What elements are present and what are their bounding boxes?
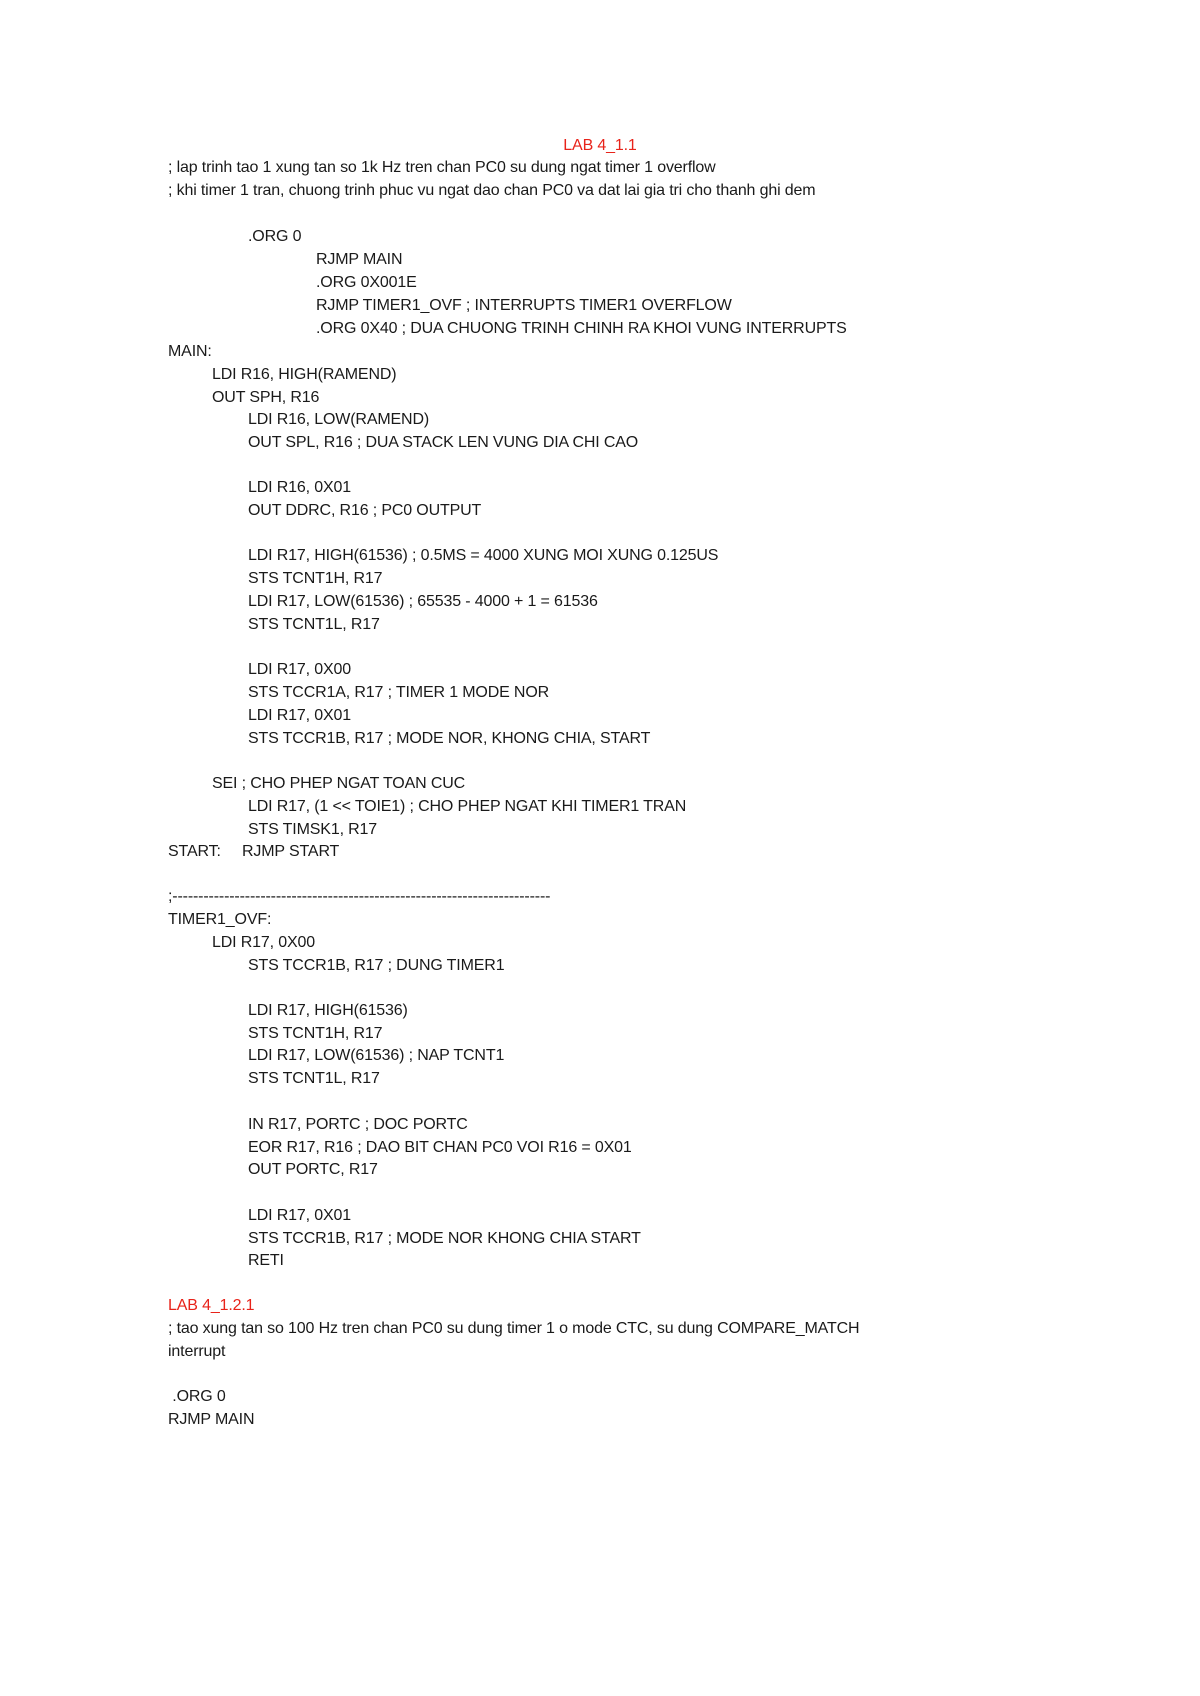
comment-line: ; tao xung tan so 100 Hz tren chan PC0 su dung timer 1 o mode CTC, su dung COMPARE_MATCH xyxy=(168,1320,860,1337)
code-line: LDI R17, HIGH(61536) xyxy=(248,1002,408,1019)
code-line: OUT SPH, R16 xyxy=(212,389,320,406)
code-line: LDI R16, HIGH(RAMEND) xyxy=(212,366,397,383)
code-line: .ORG 0X40 ; DUA CHUONG TRINH CHINH RA KHOI VUNG INTERRUPTS xyxy=(316,320,847,337)
code-line: .ORG 0 xyxy=(248,228,302,245)
code-line: STS TCNT1L, R17 xyxy=(248,1070,380,1087)
code-line: OUT PORTC, R17 xyxy=(248,1161,378,1178)
lab-heading-1: LAB 4_1.1 xyxy=(563,137,637,154)
code-line: STS TCCR1B, R17 ; MODE NOR KHONG CHIA START xyxy=(248,1230,641,1247)
code-line: LDI R17, LOW(61536) ; NAP TCNT1 xyxy=(248,1047,505,1064)
code-line: EOR R17, R16 ; DAO BIT CHAN PC0 VOI R16 = 0X01 xyxy=(248,1139,632,1156)
code-line: LDI R16, LOW(RAMEND) xyxy=(248,411,430,428)
code-line: RJMP MAIN xyxy=(316,251,403,268)
code-line: LDI R16, 0X01 xyxy=(248,479,352,496)
code-line: RETI xyxy=(248,1252,284,1269)
lab-heading-2: LAB 4_1.2.1 xyxy=(168,1297,255,1314)
code-label: MAIN: xyxy=(168,343,212,360)
code-label: START: xyxy=(168,843,221,860)
code-line: STS TCCR1B, R17 ; MODE NOR, KHONG CHIA, START xyxy=(248,730,651,747)
code-line: STS TIMSK1, R17 xyxy=(248,821,378,838)
code-line: .ORG 0 xyxy=(168,1388,226,1405)
code-line: OUT SPL, R16 ; DUA STACK LEN VUNG DIA CHI CAO xyxy=(248,434,639,451)
code-line: RJMP START xyxy=(242,843,340,860)
code-line: .ORG 0X001E xyxy=(316,274,417,291)
code-line: RJMP MAIN xyxy=(168,1411,255,1428)
code-line: IN R17, PORTC ; DOC PORTC xyxy=(248,1116,468,1133)
code-label: TIMER1_OVF: xyxy=(168,911,272,928)
code-line: OUT DDRC, R16 ; PC0 OUTPUT xyxy=(248,502,482,519)
code-line: LDI R17, 0X01 xyxy=(248,707,352,724)
comment-line: ; khi timer 1 tran, chuong trinh phuc vu ngat dao chan PC0 va dat lai gia tri cho thanh ghi dem xyxy=(168,182,816,199)
code-line: LDI R17, LOW(61536) ; 65535 - 4000 + 1 = 61536 xyxy=(248,593,598,610)
comment-line: interrupt xyxy=(168,1343,226,1360)
code-line: SEI ; CHO PHEP NGAT TOAN CUC xyxy=(212,775,466,792)
code-line: STS TCCR1B, R17 ; DUNG TIMER1 xyxy=(248,957,505,974)
code-line: STS TCCR1A, R17 ; TIMER 1 MODE NOR xyxy=(248,684,550,701)
code-line: STS TCNT1H, R17 xyxy=(248,570,383,587)
code-line: LDI R17, 0X01 xyxy=(248,1207,352,1224)
code-line: RJMP TIMER1_OVF ; INTERRUPTS TIMER1 OVERFLOW xyxy=(316,297,732,314)
code-line: STS TCNT1L, R17 xyxy=(248,616,380,633)
code-line: LDI R17, 0X00 xyxy=(248,661,352,678)
comment-line: ; lap trinh tao 1 xung tan so 1k Hz tren chan PC0 su dung ngat timer 1 overflow xyxy=(168,159,716,176)
separator-comment: ;------------------------------------------------------------------------- xyxy=(168,888,551,905)
code-line: LDI R17, HIGH(61536) ; 0.5MS = 4000 XUNG MOI XUNG 0.125US xyxy=(248,547,719,564)
code-line: LDI R17, 0X00 xyxy=(212,934,316,951)
code-line: STS TCNT1H, R17 xyxy=(248,1025,383,1042)
code-line: LDI R17, (1 << TOIE1) ; CHO PHEP NGAT KHI TIMER1 TRAN xyxy=(248,798,687,815)
